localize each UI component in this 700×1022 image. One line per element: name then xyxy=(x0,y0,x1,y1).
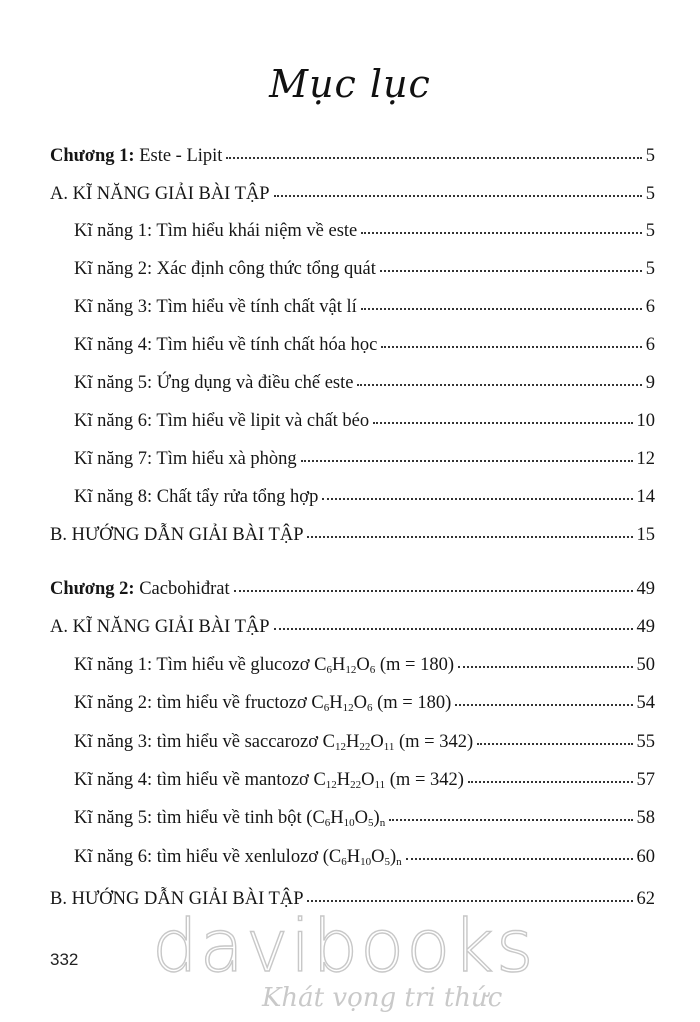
toc-page-number: 9 xyxy=(645,373,655,393)
chemical-formula: $C_6H_{12}O_6$ xyxy=(314,655,376,676)
skill-suffix: (m = 342) xyxy=(385,770,464,790)
toc-skill[interactable] xyxy=(74,371,655,395)
dot-leader xyxy=(226,156,641,159)
toc-skill[interactable] xyxy=(74,768,655,792)
dot-leader xyxy=(455,703,632,706)
toc-skill[interactable] xyxy=(74,691,655,715)
dot-leader xyxy=(307,899,632,902)
toc-page-number: 49 xyxy=(636,579,655,599)
toc-page-number: 57 xyxy=(636,770,655,790)
skill-suffix: (m = 342) xyxy=(394,732,474,752)
toc-page-number: 58 xyxy=(636,808,655,828)
dot-leader xyxy=(458,665,632,668)
watermark-tagline: Khát vọng tri thức xyxy=(262,983,503,1013)
toc-entry-text xyxy=(74,806,385,830)
page-number: 332 xyxy=(50,950,79,969)
skill-suffix: (m = 180) xyxy=(372,693,452,713)
dot-leader xyxy=(361,231,641,234)
toc-entry-text xyxy=(74,653,454,677)
dot-leader xyxy=(357,383,641,386)
toc-entry-text xyxy=(74,768,464,792)
toc-page-number: 5 xyxy=(645,146,655,166)
chapter-label: Chương 2: xyxy=(50,579,135,599)
dot-leader xyxy=(468,780,633,783)
toc-entry-text: Kĩ năng 5: Ứng dụng và điều chế este xyxy=(74,373,354,393)
dot-leader xyxy=(274,194,642,197)
toc-entry-text xyxy=(74,845,402,869)
toc-skill[interactable] xyxy=(74,333,655,357)
page-title: Mục lục xyxy=(269,62,431,106)
toc-page-number: 12 xyxy=(636,449,655,469)
toc-section-a[interactable] xyxy=(50,615,655,639)
dot-leader xyxy=(301,459,633,462)
toc-entry-text: Kĩ năng 8: Chất tẩy rửa tổng hợp xyxy=(74,487,319,507)
toc-entry-text: A. KĨ NĂNG GIẢI BÀI TẬP xyxy=(50,184,270,204)
dot-leader xyxy=(373,421,632,424)
chemical-formula: $C_{12}H_{22}O_{11}$ xyxy=(322,732,395,753)
toc-entry-text: Kĩ năng 1: Tìm hiểu khái niệm về este xyxy=(74,221,358,241)
dot-leader xyxy=(381,345,641,348)
dot-leader xyxy=(380,269,642,272)
skill-prefix: Kĩ năng 5: tìm hiểu về tinh bột xyxy=(74,808,307,828)
toc-page-number: 50 xyxy=(636,655,655,675)
skill-prefix: Kĩ năng 1: Tìm hiểu về glucozơ xyxy=(74,655,315,675)
dot-leader xyxy=(307,535,632,538)
toc-page-number: 54 xyxy=(636,693,655,713)
dot-leader xyxy=(389,818,632,821)
skill-prefix: Kĩ năng 6: tìm hiểu về xenlulozơ xyxy=(74,847,323,867)
toc-page-number: 49 xyxy=(636,617,655,637)
toc-entry-text: B. HƯỚNG DẪN GIẢI BÀI TẬP xyxy=(50,525,304,545)
chemical-formula: $(C_6H_{10}O_5)_n$ xyxy=(306,808,386,829)
toc-skill[interactable] xyxy=(74,447,655,471)
toc-page-number: 5 xyxy=(645,184,655,204)
toc-section-b[interactable] xyxy=(50,523,655,547)
dot-leader xyxy=(322,497,632,500)
toc-entry-text: Kĩ năng 3: Tìm hiểu về tính chất vật lí xyxy=(74,297,357,317)
toc-page-number: 14 xyxy=(636,487,655,507)
toc-page-number: 5 xyxy=(645,259,655,279)
toc-skill[interactable] xyxy=(74,219,655,243)
toc-skill[interactable] xyxy=(74,845,655,869)
chemical-formula: $C_{12}H_{22}O_{11}$ xyxy=(313,770,386,791)
toc-skill[interactable] xyxy=(74,295,655,319)
toc-chapter-2[interactable] xyxy=(50,577,655,601)
toc-page-number: 6 xyxy=(645,335,655,355)
toc-entry-text: Kĩ năng 2: Xác định công thức tổng quát xyxy=(74,259,376,279)
toc-skill[interactable] xyxy=(74,730,655,754)
toc-entry-text: Kĩ năng 7: Tìm hiểu xà phòng xyxy=(74,449,297,469)
skill-prefix: Kĩ năng 2: tìm hiểu về fructozơ xyxy=(74,693,312,713)
watermark-logo: davibooks xyxy=(152,904,536,988)
toc-entry-text: Kĩ năng 4: Tìm hiểu về tính chất hóa học xyxy=(74,335,378,355)
toc-page-number: 15 xyxy=(636,525,655,545)
dot-leader xyxy=(406,857,633,860)
chapter-name: Este - Lipit xyxy=(139,146,223,166)
toc-page-number: 62 xyxy=(636,889,655,909)
chemical-formula: $(C_6H_{10}O_5)_n$ xyxy=(322,847,402,868)
toc-page-number: 55 xyxy=(636,732,655,752)
toc-section-a[interactable] xyxy=(50,182,655,206)
skill-suffix: (m = 180) xyxy=(375,655,455,675)
toc-entry-text xyxy=(50,144,222,168)
dot-leader xyxy=(477,742,632,745)
chapter-name: Cacbohiđrat xyxy=(139,579,230,599)
toc-page-number: 6 xyxy=(645,297,655,317)
toc-skill[interactable] xyxy=(74,653,655,677)
toc-page-number: 60 xyxy=(636,847,655,867)
toc-chapter-1[interactable] xyxy=(50,144,655,168)
toc-page-number: 10 xyxy=(636,411,655,431)
chemical-formula: $C_6H_{12}O_6$ xyxy=(311,693,373,714)
toc-entry-text xyxy=(74,691,451,715)
toc-entry-text: Kĩ năng 6: Tìm hiểu về lipit và chất béo xyxy=(74,411,370,431)
toc-skill[interactable] xyxy=(74,806,655,830)
dot-leader xyxy=(361,307,642,310)
toc-skill[interactable] xyxy=(74,257,655,281)
skill-prefix: Kĩ năng 4: tìm hiểu về mantozơ xyxy=(74,770,314,790)
toc-entry-text xyxy=(50,577,230,601)
toc-entry-text: A. KĨ NĂNG GIẢI BÀI TẬP xyxy=(50,617,270,637)
skill-prefix: Kĩ năng 3: tìm hiểu về saccarozơ xyxy=(74,732,323,752)
dot-leader xyxy=(234,589,633,592)
chapter-label: Chương 1: xyxy=(50,146,135,166)
dot-leader xyxy=(274,627,633,630)
toc-skill[interactable] xyxy=(74,409,655,433)
toc-skill[interactable] xyxy=(74,485,655,509)
toc-page-number: 5 xyxy=(645,221,655,241)
toc-entry-text xyxy=(74,730,473,754)
toc-entry-text: B. HƯỚNG DẪN GIẢI BÀI TẬP xyxy=(50,889,304,909)
